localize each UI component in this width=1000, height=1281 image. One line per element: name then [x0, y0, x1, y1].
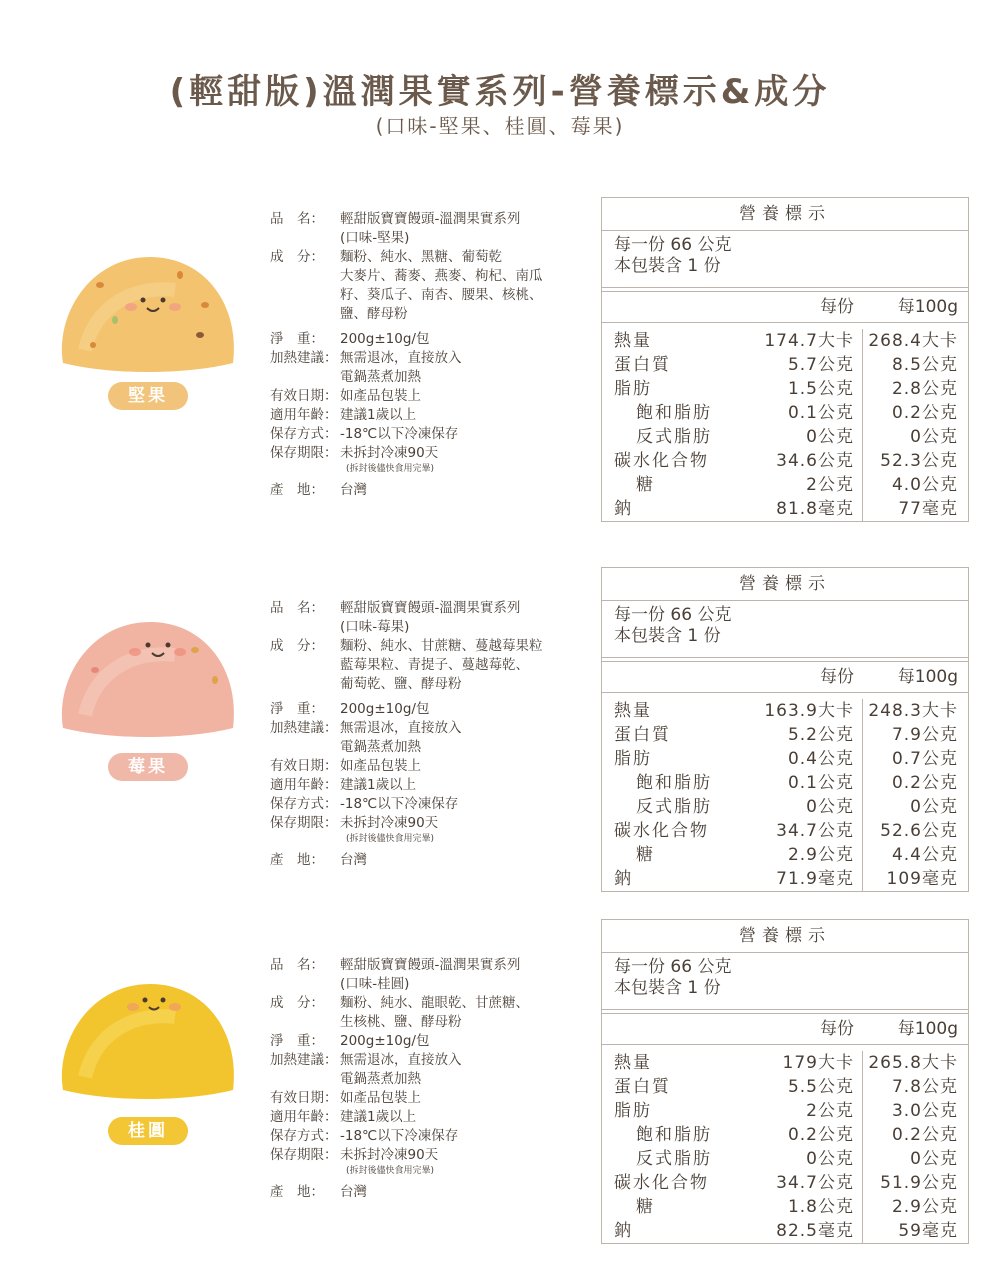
per-serving-value: 2.9公克	[744, 843, 863, 867]
nutrition-row	[602, 425, 968, 449]
per-100g-value: 77毫克	[898, 499, 958, 519]
per-serving-value: 0公克	[744, 1147, 863, 1171]
col-per-serving: 每份	[820, 1019, 854, 1039]
ingredients: 麵粉、純水、甘蔗糖、蔓越莓果粒 藍莓果粒、青提子、蔓越莓乾、 葡萄乾、鹽、酵母粉	[340, 638, 543, 692]
per-100g-value: 52.3公克	[880, 451, 958, 471]
per-serving-value: 0公克	[744, 795, 863, 819]
shelf-life-note: (拆封後儘快食用完畢)	[346, 834, 435, 844]
nutrient-name: 熱量	[614, 1053, 652, 1073]
heating-label: 加熱建議：	[270, 720, 338, 736]
nutrient-name: 鈉	[614, 869, 633, 889]
nutrient-name: 飽和脂肪	[636, 403, 712, 423]
ingredients-label: 成 分：	[270, 995, 324, 1011]
nutrition-row	[602, 1099, 968, 1123]
nutrition-row	[602, 329, 968, 353]
nutrition-row	[602, 699, 968, 723]
per-100g-value: 248.3大卡	[868, 701, 958, 721]
shelf-life-label: 保存期限：	[270, 1147, 338, 1163]
per-serving-value: 0.1公克	[744, 401, 863, 425]
nutrient-name: 蛋白質	[614, 1077, 671, 1097]
shelf-life-note: (拆封後儘快食用完畢)	[346, 1166, 435, 1176]
per-serving-value: 0公克	[744, 425, 863, 449]
product-info	[270, 210, 590, 500]
nutrition-row	[602, 1171, 968, 1195]
col-per-100g: 每100g	[897, 1019, 958, 1039]
page-subtitle: (口味-堅果、桂圓、莓果)	[375, 114, 625, 138]
shelf-life: 未拆封冷凍90天	[340, 815, 439, 831]
expiry: 如產品包裝上	[340, 388, 421, 404]
storage: -18℃以下冷凍保存	[340, 426, 459, 442]
per-100g-value: 7.9公克	[891, 725, 958, 745]
product-info	[270, 956, 590, 1202]
nutrition-row	[602, 353, 968, 377]
nutrition-row	[602, 473, 968, 497]
page-title: (輕甜版)溫潤果實系列-營養標示&成分	[169, 72, 831, 112]
nutrient-name: 飽和脂肪	[636, 773, 712, 793]
per-100g-value: 265.8大卡	[868, 1053, 958, 1073]
nutrition-title: 營養標示	[602, 568, 968, 601]
ingredients-label: 成 分：	[270, 249, 324, 265]
nutrition-row	[602, 1147, 968, 1171]
expiry-label: 有效日期：	[270, 758, 338, 774]
product-name: 輕甜版寶寶饅頭-溫潤果實系列 (口味-莓果)	[340, 600, 521, 635]
product-name: 輕甜版寶寶饅頭-溫潤果實系列 (口味-堅果)	[340, 211, 521, 246]
servings-per-pack: 本包裝含 1 份	[614, 256, 721, 276]
per-100g-value: 8.5公克	[891, 355, 958, 375]
nutrition-table	[601, 919, 969, 1244]
shelf-life-note: (拆封後儘快食用完畢)	[346, 464, 435, 474]
name-label: 品 名：	[270, 957, 324, 973]
col-per-100g: 每100g	[897, 667, 958, 687]
nutrition-row	[602, 819, 968, 843]
nutrition-row	[602, 449, 968, 473]
product-name: 輕甜版寶寶饅頭-溫潤果實系列 (口味-桂圓)	[340, 957, 521, 992]
per-100g-value: 0.2公克	[891, 1125, 958, 1145]
per-100g-value: 0.7公克	[891, 749, 958, 769]
product-info	[270, 599, 590, 870]
nutrition-row	[602, 867, 968, 891]
nutrition-row	[602, 401, 968, 425]
origin: 台灣	[340, 1184, 367, 1200]
servings-per-pack: 本包裝含 1 份	[614, 626, 721, 646]
section-berry	[0, 560, 1000, 900]
per-serving-value: 1.5公克	[744, 377, 863, 401]
per-serving-value: 71.9毫克	[744, 867, 863, 891]
col-per-100g: 每100g	[897, 297, 958, 317]
section-nut	[0, 190, 1000, 530]
expiry: 如產品包裝上	[340, 758, 421, 774]
expiry-label: 有效日期：	[270, 388, 338, 404]
flavor-badge-berry: 莓果	[108, 753, 188, 781]
per-serving-value: 1.8公克	[744, 1195, 863, 1219]
nutrition-row	[602, 843, 968, 867]
per-100g-value: 52.6公克	[880, 821, 958, 841]
suitable-age: 建議1歲以上	[340, 407, 417, 423]
nutrient-name: 反式脂肪	[636, 797, 712, 817]
nutrient-name: 碳水化合物	[614, 451, 709, 471]
flavor-badge-nut: 堅果	[108, 382, 188, 410]
per-serving-value: 81.8毫克	[744, 497, 863, 521]
nutrient-name: 碳水化合物	[614, 821, 709, 841]
col-per-serving: 每份	[820, 297, 854, 317]
nutrient-name: 鈉	[614, 1221, 633, 1241]
per-serving-value: 34.6公克	[744, 449, 863, 473]
shelf-life-label: 保存期限：	[270, 815, 338, 831]
name-label: 品 名：	[270, 211, 324, 227]
origin: 台灣	[340, 482, 367, 498]
serving-size: 每一份 66 公克	[614, 235, 732, 255]
nutrition-row	[602, 1051, 968, 1075]
origin-label: 產 地：	[270, 852, 324, 868]
per-serving-value: 0.2公克	[744, 1123, 863, 1147]
per-serving-value: 179大卡	[744, 1051, 863, 1075]
per-100g-value: 268.4大卡	[868, 331, 958, 351]
per-100g-value: 3.0公克	[891, 1101, 958, 1121]
ingredients: 麵粉、純水、龍眼乾、甘蔗糖、 生核桃、鹽、酵母粉	[340, 995, 529, 1030]
heating-advice: 無需退冰，直接放入 電鍋蒸煮加熱	[340, 350, 462, 385]
net-weight-label: 淨 重：	[270, 1033, 324, 1049]
per-serving-value: 5.5公克	[744, 1075, 863, 1099]
storage: -18℃以下冷凍保存	[340, 796, 459, 812]
nutrition-title: 營養標示	[602, 920, 968, 953]
per-serving-value: 2公克	[744, 1099, 863, 1123]
per-100g-value: 2.9公克	[891, 1197, 958, 1217]
ingredients: 麵粉、純水、黑糖、葡萄乾 大麥片、蕎麥、燕麥、枸杞、南瓜 籽、葵瓜子、南杏、腰果、核桃、 鹽、酵母粉	[340, 249, 543, 322]
shelf-life: 未拆封冷凍90天	[340, 1147, 439, 1163]
per-100g-value: 0.2公克	[891, 403, 958, 423]
per-100g-value: 59毫克	[898, 1221, 958, 1241]
origin: 台灣	[340, 852, 367, 868]
per-serving-value: 34.7公克	[744, 1171, 863, 1195]
per-serving-value: 0.1公克	[744, 771, 863, 795]
nutrition-row	[602, 1075, 968, 1099]
per-100g-value: 0公克	[910, 427, 958, 447]
shelf-life: 未拆封冷凍90天	[340, 445, 439, 461]
nutrient-name: 飽和脂肪	[636, 1125, 712, 1145]
nutrient-name: 脂肪	[614, 1101, 652, 1121]
per-100g-value: 7.8公克	[891, 1077, 958, 1097]
per-serving-value: 2公克	[744, 473, 863, 497]
nutrient-name: 脂肪	[614, 379, 652, 399]
nutrient-name: 碳水化合物	[614, 1173, 709, 1193]
section-longan	[0, 912, 1000, 1252]
heating-advice: 無需退冰，直接放入 電鍋蒸煮加熱	[340, 1052, 462, 1087]
per-100g-value: 51.9公克	[880, 1173, 958, 1193]
net-weight: 200g±10g/包	[340, 1033, 430, 1049]
nutrient-name: 熱量	[614, 331, 652, 351]
per-100g-value: 109毫克	[886, 869, 958, 889]
shelf-life-label: 保存期限：	[270, 445, 338, 461]
heating-label: 加熱建議：	[270, 350, 338, 366]
per-serving-value: 34.7公克	[744, 819, 863, 843]
per-serving-value: 82.5毫克	[744, 1219, 863, 1243]
net-weight: 200g±10g/包	[340, 331, 430, 347]
nutrient-name: 糖	[636, 845, 655, 865]
per-100g-value: 4.0公克	[891, 475, 958, 495]
storage: -18℃以下冷凍保存	[340, 1128, 459, 1144]
nutrition-table	[601, 567, 969, 892]
longan-bun-illustration	[55, 972, 240, 1102]
storage-label: 保存方式：	[270, 426, 338, 442]
suitable-age: 建議1歲以上	[340, 1109, 417, 1125]
suitable-age: 建議1歲以上	[340, 777, 417, 793]
nutrition-row	[602, 377, 968, 401]
nutrition-table	[601, 197, 969, 522]
age-label: 適用年齡：	[270, 777, 338, 793]
nut-bun-illustration	[55, 245, 240, 375]
per-serving-value: 0.4公克	[744, 747, 863, 771]
berry-bun-illustration	[55, 610, 240, 740]
net-weight-label: 淨 重：	[270, 331, 324, 347]
nutrition-row	[602, 1195, 968, 1219]
serving-size: 每一份 66 公克	[614, 957, 732, 977]
per-100g-value: 0公克	[910, 797, 958, 817]
col-per-serving: 每份	[820, 667, 854, 687]
expiry: 如產品包裝上	[340, 1090, 421, 1106]
per-100g-value: 2.8公克	[891, 379, 958, 399]
nutrient-name: 熱量	[614, 701, 652, 721]
storage-label: 保存方式：	[270, 796, 338, 812]
origin-label: 產 地：	[270, 482, 324, 498]
per-serving-value: 174.7大卡	[744, 329, 863, 353]
per-serving-value: 5.7公克	[744, 353, 863, 377]
age-label: 適用年齡：	[270, 1109, 338, 1125]
nutrition-row	[602, 1219, 968, 1243]
per-100g-value: 0.2公克	[891, 773, 958, 793]
nutrient-name: 蛋白質	[614, 355, 671, 375]
nutrient-name: 糖	[636, 1197, 655, 1217]
nutrition-row	[602, 497, 968, 521]
heating-advice: 無需退冰，直接放入 電鍋蒸煮加熱	[340, 720, 462, 755]
net-weight: 200g±10g/包	[340, 701, 430, 717]
per-100g-value: 4.4公克	[891, 845, 958, 865]
nutrient-name: 鈉	[614, 499, 633, 519]
nutrition-row	[602, 771, 968, 795]
per-serving-value: 163.9大卡	[744, 699, 863, 723]
expiry-label: 有效日期：	[270, 1090, 338, 1106]
origin-label: 產 地：	[270, 1184, 324, 1200]
nutrient-name: 反式脂肪	[636, 427, 712, 447]
name-label: 品 名：	[270, 600, 324, 616]
net-weight-label: 淨 重：	[270, 701, 324, 717]
servings-per-pack: 本包裝含 1 份	[614, 978, 721, 998]
nutrition-row	[602, 747, 968, 771]
serving-size: 每一份 66 公克	[614, 605, 732, 625]
nutrition-row	[602, 723, 968, 747]
heating-label: 加熱建議：	[270, 1052, 338, 1068]
nutrient-name: 糖	[636, 475, 655, 495]
per-100g-value: 0公克	[910, 1149, 958, 1169]
per-serving-value: 5.2公克	[744, 723, 863, 747]
age-label: 適用年齡：	[270, 407, 338, 423]
ingredients-label: 成 分：	[270, 638, 324, 654]
nutrient-name: 脂肪	[614, 749, 652, 769]
nutrient-name: 蛋白質	[614, 725, 671, 745]
nutrition-title: 營養標示	[602, 198, 968, 231]
storage-label: 保存方式：	[270, 1128, 338, 1144]
flavor-badge-longan: 桂圓	[108, 1117, 188, 1145]
nutrient-name: 反式脂肪	[636, 1149, 712, 1169]
nutrition-row	[602, 1123, 968, 1147]
nutrition-row	[602, 795, 968, 819]
